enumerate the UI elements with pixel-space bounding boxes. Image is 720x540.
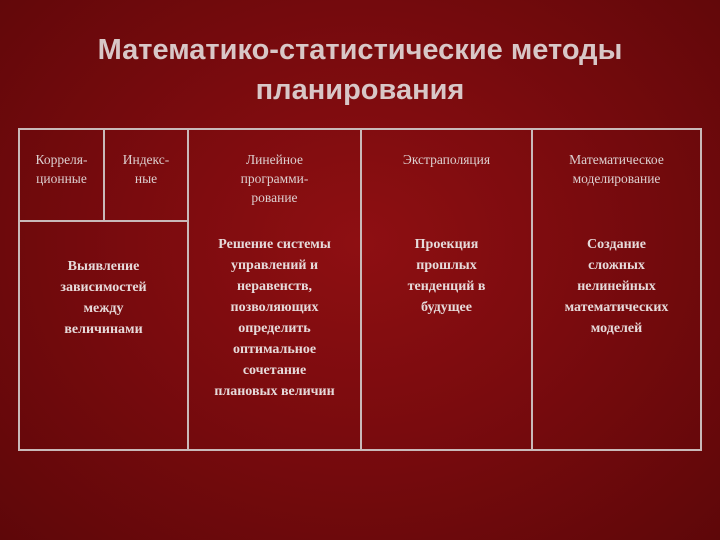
- cell-text-line: Корреля-: [35, 152, 88, 167]
- cell-text-line: управлений и: [230, 258, 319, 273]
- cell-text-line: нелинейных: [577, 279, 656, 294]
- cell-text-line: плановых величин: [214, 384, 335, 399]
- header-correlation: [20, 150, 103, 188]
- title-line-1: Математико-статистические методы: [97, 34, 623, 66]
- cell-text-line: определить: [238, 321, 311, 336]
- cell-text-line: математических: [564, 300, 669, 315]
- header-extrapolation: [362, 150, 531, 169]
- header-linear-programming: [189, 150, 360, 207]
- divider-header-rows: [18, 220, 187, 222]
- cell-text-line: ные: [134, 171, 158, 186]
- header-math-modeling: [533, 150, 700, 188]
- cell-text-line: моделей: [590, 321, 643, 336]
- desc-extrapolation: [362, 234, 531, 318]
- cell-text-line: неравенств,: [236, 279, 313, 294]
- cell-text-line: сложных: [588, 258, 645, 273]
- cell-text-line: Проекция: [414, 237, 479, 252]
- cell-text-line: Линейное: [246, 152, 303, 167]
- cell-text-line: программи-: [240, 171, 309, 186]
- cell-text-line: позволяющих: [230, 300, 319, 315]
- cell-text-line: будущее: [421, 300, 472, 315]
- cell-text-line: рование: [251, 190, 298, 205]
- cell-text-line: ционные: [36, 171, 87, 186]
- cell-text-line: сочетание: [242, 363, 307, 378]
- desc-math-modeling: [533, 234, 700, 339]
- cell-text-line: величинами: [64, 322, 143, 337]
- cell-text-line: Математическое: [569, 152, 664, 167]
- cell-text-line: Создание: [587, 237, 646, 252]
- header-index: [105, 150, 187, 188]
- cell-text-line: моделирование: [572, 171, 661, 186]
- desc-linear-programming: [189, 234, 360, 402]
- cell-text-line: Выявление: [67, 259, 140, 274]
- cell-text-line: Экстраполяция: [402, 152, 491, 167]
- table-border-right: [700, 128, 702, 451]
- cell-text-line: оптимальное: [232, 342, 317, 357]
- cell-text-line: Решение системы: [218, 237, 331, 252]
- cell-text-line: Индекс-: [122, 152, 170, 167]
- title-line-2: планирования: [255, 74, 465, 106]
- desc-dependencies: [20, 256, 187, 340]
- cell-text-line: тенденций в: [407, 279, 486, 294]
- cell-text-line: зависимостей: [60, 280, 147, 295]
- cell-text-line: между: [83, 301, 124, 316]
- cell-text-line: прошлых: [416, 258, 477, 273]
